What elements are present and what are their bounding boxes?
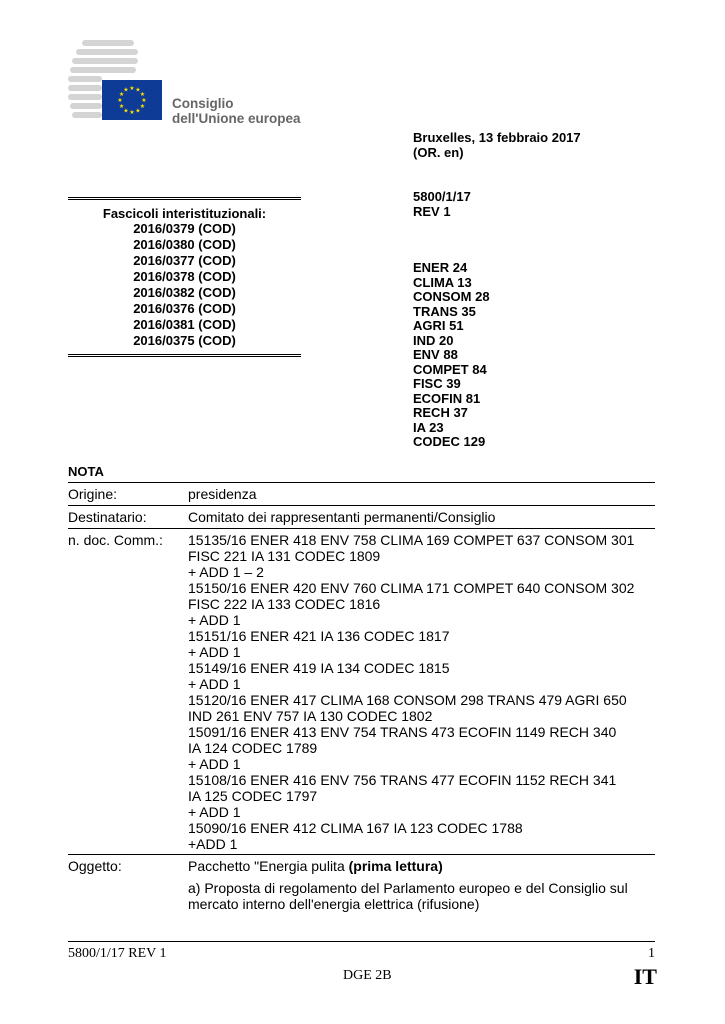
eu-flag-icon <box>102 80 162 120</box>
language-code: IT <box>633 964 657 989</box>
subject-item-a-line2: mercato interno dell'energia elettrica (rifusione) <box>188 896 480 912</box>
interinstitutional-file: 2016/0375 (COD) <box>133 332 236 348</box>
classification-code: CODEC 129 <box>413 434 486 449</box>
flag-star-icon: ★ <box>135 87 141 94</box>
flag-star-icon: ★ <box>139 104 146 110</box>
commission-doc-line: + ADD 1 <box>188 644 241 660</box>
interinstitutional-list <box>68 222 301 350</box>
commission-doc-line: FISC 222 IA 133 CODEC 1816 <box>188 596 381 612</box>
city-date: Bruxelles, 13 febbraio 2017 <box>413 130 581 145</box>
classification-code: CONSOM 28 <box>413 289 490 304</box>
note-title: NOTA <box>68 464 104 479</box>
logo-stripe <box>72 112 102 118</box>
classification-code: FISC 39 <box>413 376 461 391</box>
flag-star-icon: ★ <box>123 87 129 94</box>
commission-doc-line: +ADD 1 <box>188 836 238 852</box>
original-language: (OR. en) <box>413 144 464 160</box>
subject-item-a-line1: a) Proposta di regolamento del Parlamento europeo e del Consiglio sul <box>188 880 628 896</box>
subject-title <box>188 858 655 874</box>
recipient-value: Comitato dei rappresentanti permanenti/Consiglio <box>188 509 496 525</box>
classification-code: RECH 37 <box>413 405 468 420</box>
council-logo <box>68 40 308 125</box>
origin-label: Origine: <box>68 486 118 502</box>
classification-code: ENER 24 <box>413 260 468 275</box>
commission-docs-row <box>68 528 655 854</box>
flag-star-icon: ★ <box>129 110 135 116</box>
classification-code: IA 23 <box>413 419 444 435</box>
logo-stripe <box>72 58 138 64</box>
commission-doc-line: 15149/16 ENER 419 IA 134 CODEC 1815 <box>188 660 450 676</box>
interinstitutional-file: 2016/0377 (COD) <box>133 252 236 268</box>
footer-reference: 5800/1/17 REV 1 <box>68 946 167 961</box>
interinstitutional-file: 2016/0381 (COD) <box>133 316 236 332</box>
page-number: 1 <box>648 946 655 961</box>
classification-code: IND 20 <box>413 332 454 348</box>
classification-code: CLIMA 13 <box>413 274 472 290</box>
document-number: 5800/1/17 <box>413 189 471 204</box>
note-details-table <box>68 482 655 915</box>
commission-doc-line: 15090/16 ENER 412 CLIMA 167 IA 123 CODEC 1788 <box>188 820 523 836</box>
subject-row <box>68 854 655 915</box>
subject-item-a <box>188 880 655 912</box>
commission-docs-label: n. doc. Comm.: <box>68 532 163 548</box>
commission-doc-line: + ADD 1 <box>188 804 241 820</box>
logo-stripe <box>70 103 102 109</box>
commission-doc-line: 15150/16 ENER 420 ENV 760 CLIMA 171 COMPET 640 CONSOM 302 <box>188 580 635 596</box>
commission-doc-line: 15120/16 ENER 417 CLIMA 168 CONSOM 298 TRANS 479 AGRI 650 <box>188 692 627 708</box>
date-block <box>413 131 581 160</box>
commission-doc-line: IA 124 CODEC 1789 <box>188 740 318 756</box>
interinstitutional-file: 2016/0378 (COD) <box>133 268 236 284</box>
directorate-general: DGE 2B <box>343 968 392 983</box>
interinstitutional-title: Fascicoli interistituzionali: <box>102 206 267 221</box>
top-rule <box>68 197 301 200</box>
origin-row <box>68 482 655 505</box>
flag-star-icon: ★ <box>139 92 146 98</box>
document-reference <box>413 190 471 219</box>
classification-code: ENV 88 <box>413 347 458 362</box>
interinstitutional-files <box>68 197 301 357</box>
logo-stripe <box>82 40 134 46</box>
commission-doc-line: 15135/16 ENER 418 ENV 758 CLIMA 169 COMPET 637 CONSOM 301 <box>188 532 635 548</box>
footer-rule <box>68 941 655 942</box>
commission-doc-line: + ADD 1 <box>188 612 241 628</box>
logo-stripe <box>70 67 136 73</box>
interinstitutional-file: 2016/0376 (COD) <box>133 300 236 316</box>
subject-title-bold: (prima lettura) <box>348 858 443 874</box>
org-name-line2: dell'Unione europea <box>172 111 301 126</box>
subject-label: Oggetto: <box>68 858 122 874</box>
organization-name <box>172 96 300 126</box>
logo-stripe <box>68 85 102 91</box>
commission-doc-line: + ADD 1 <box>188 676 241 692</box>
commission-doc-line: FISC 221 IA 131 CODEC 1809 <box>188 548 381 564</box>
flag-star-icon: ★ <box>135 108 141 115</box>
commission-doc-line: + ADD 1 <box>188 756 241 772</box>
subject-title-plain: Pacchetto "Energia pulita <box>188 858 349 874</box>
commission-docs-list <box>188 529 655 852</box>
commission-doc-line: 15108/16 ENER 416 ENV 756 TRANS 477 ECOFIN 1152 RECH 341 <box>188 772 617 788</box>
origin-value: presidenza <box>188 486 257 502</box>
flag-star-icon: ★ <box>141 98 147 104</box>
flag-star-icon: ★ <box>123 108 129 115</box>
commission-doc-line: IND 261 ENV 757 IA 130 CODEC 1802 <box>188 708 433 724</box>
classification-code: ECOFIN 81 <box>413 390 481 406</box>
document-revision: REV 1 <box>413 203 451 219</box>
org-name-line1: Consiglio <box>172 96 234 111</box>
classification-code: AGRI 51 <box>413 318 464 333</box>
commission-doc-line: 15151/16 ENER 421 IA 136 CODEC 1817 <box>188 628 450 644</box>
subject-value <box>188 855 655 912</box>
flag-star-icon: ★ <box>129 86 135 92</box>
recipient-row <box>68 505 655 528</box>
interinstitutional-file: 2016/0379 (COD) <box>133 220 236 236</box>
logo-stripe <box>68 94 102 100</box>
interinstitutional-file: 2016/0382 (COD) <box>133 284 236 300</box>
classification-code: COMPET 84 <box>413 361 487 377</box>
classification-code: TRANS 35 <box>413 303 476 319</box>
commission-doc-line: + ADD 1 – 2 <box>188 564 264 580</box>
recipient-label: Destinatario: <box>68 509 147 525</box>
logo-stripe <box>68 76 102 82</box>
classification-codes <box>413 261 490 450</box>
flag-star-icon: ★ <box>118 92 125 98</box>
commission-doc-line: 15091/16 ENER 413 ENV 754 TRANS 473 ECOFIN 1149 RECH 340 <box>188 724 617 740</box>
flag-star-icon: ★ <box>117 98 123 104</box>
flag-star-icon: ★ <box>118 104 125 110</box>
bottom-rule <box>68 354 301 357</box>
interinstitutional-file: 2016/0380 (COD) <box>133 236 236 252</box>
logo-stripe <box>76 49 138 55</box>
commission-doc-line: IA 125 CODEC 1797 <box>188 788 318 804</box>
